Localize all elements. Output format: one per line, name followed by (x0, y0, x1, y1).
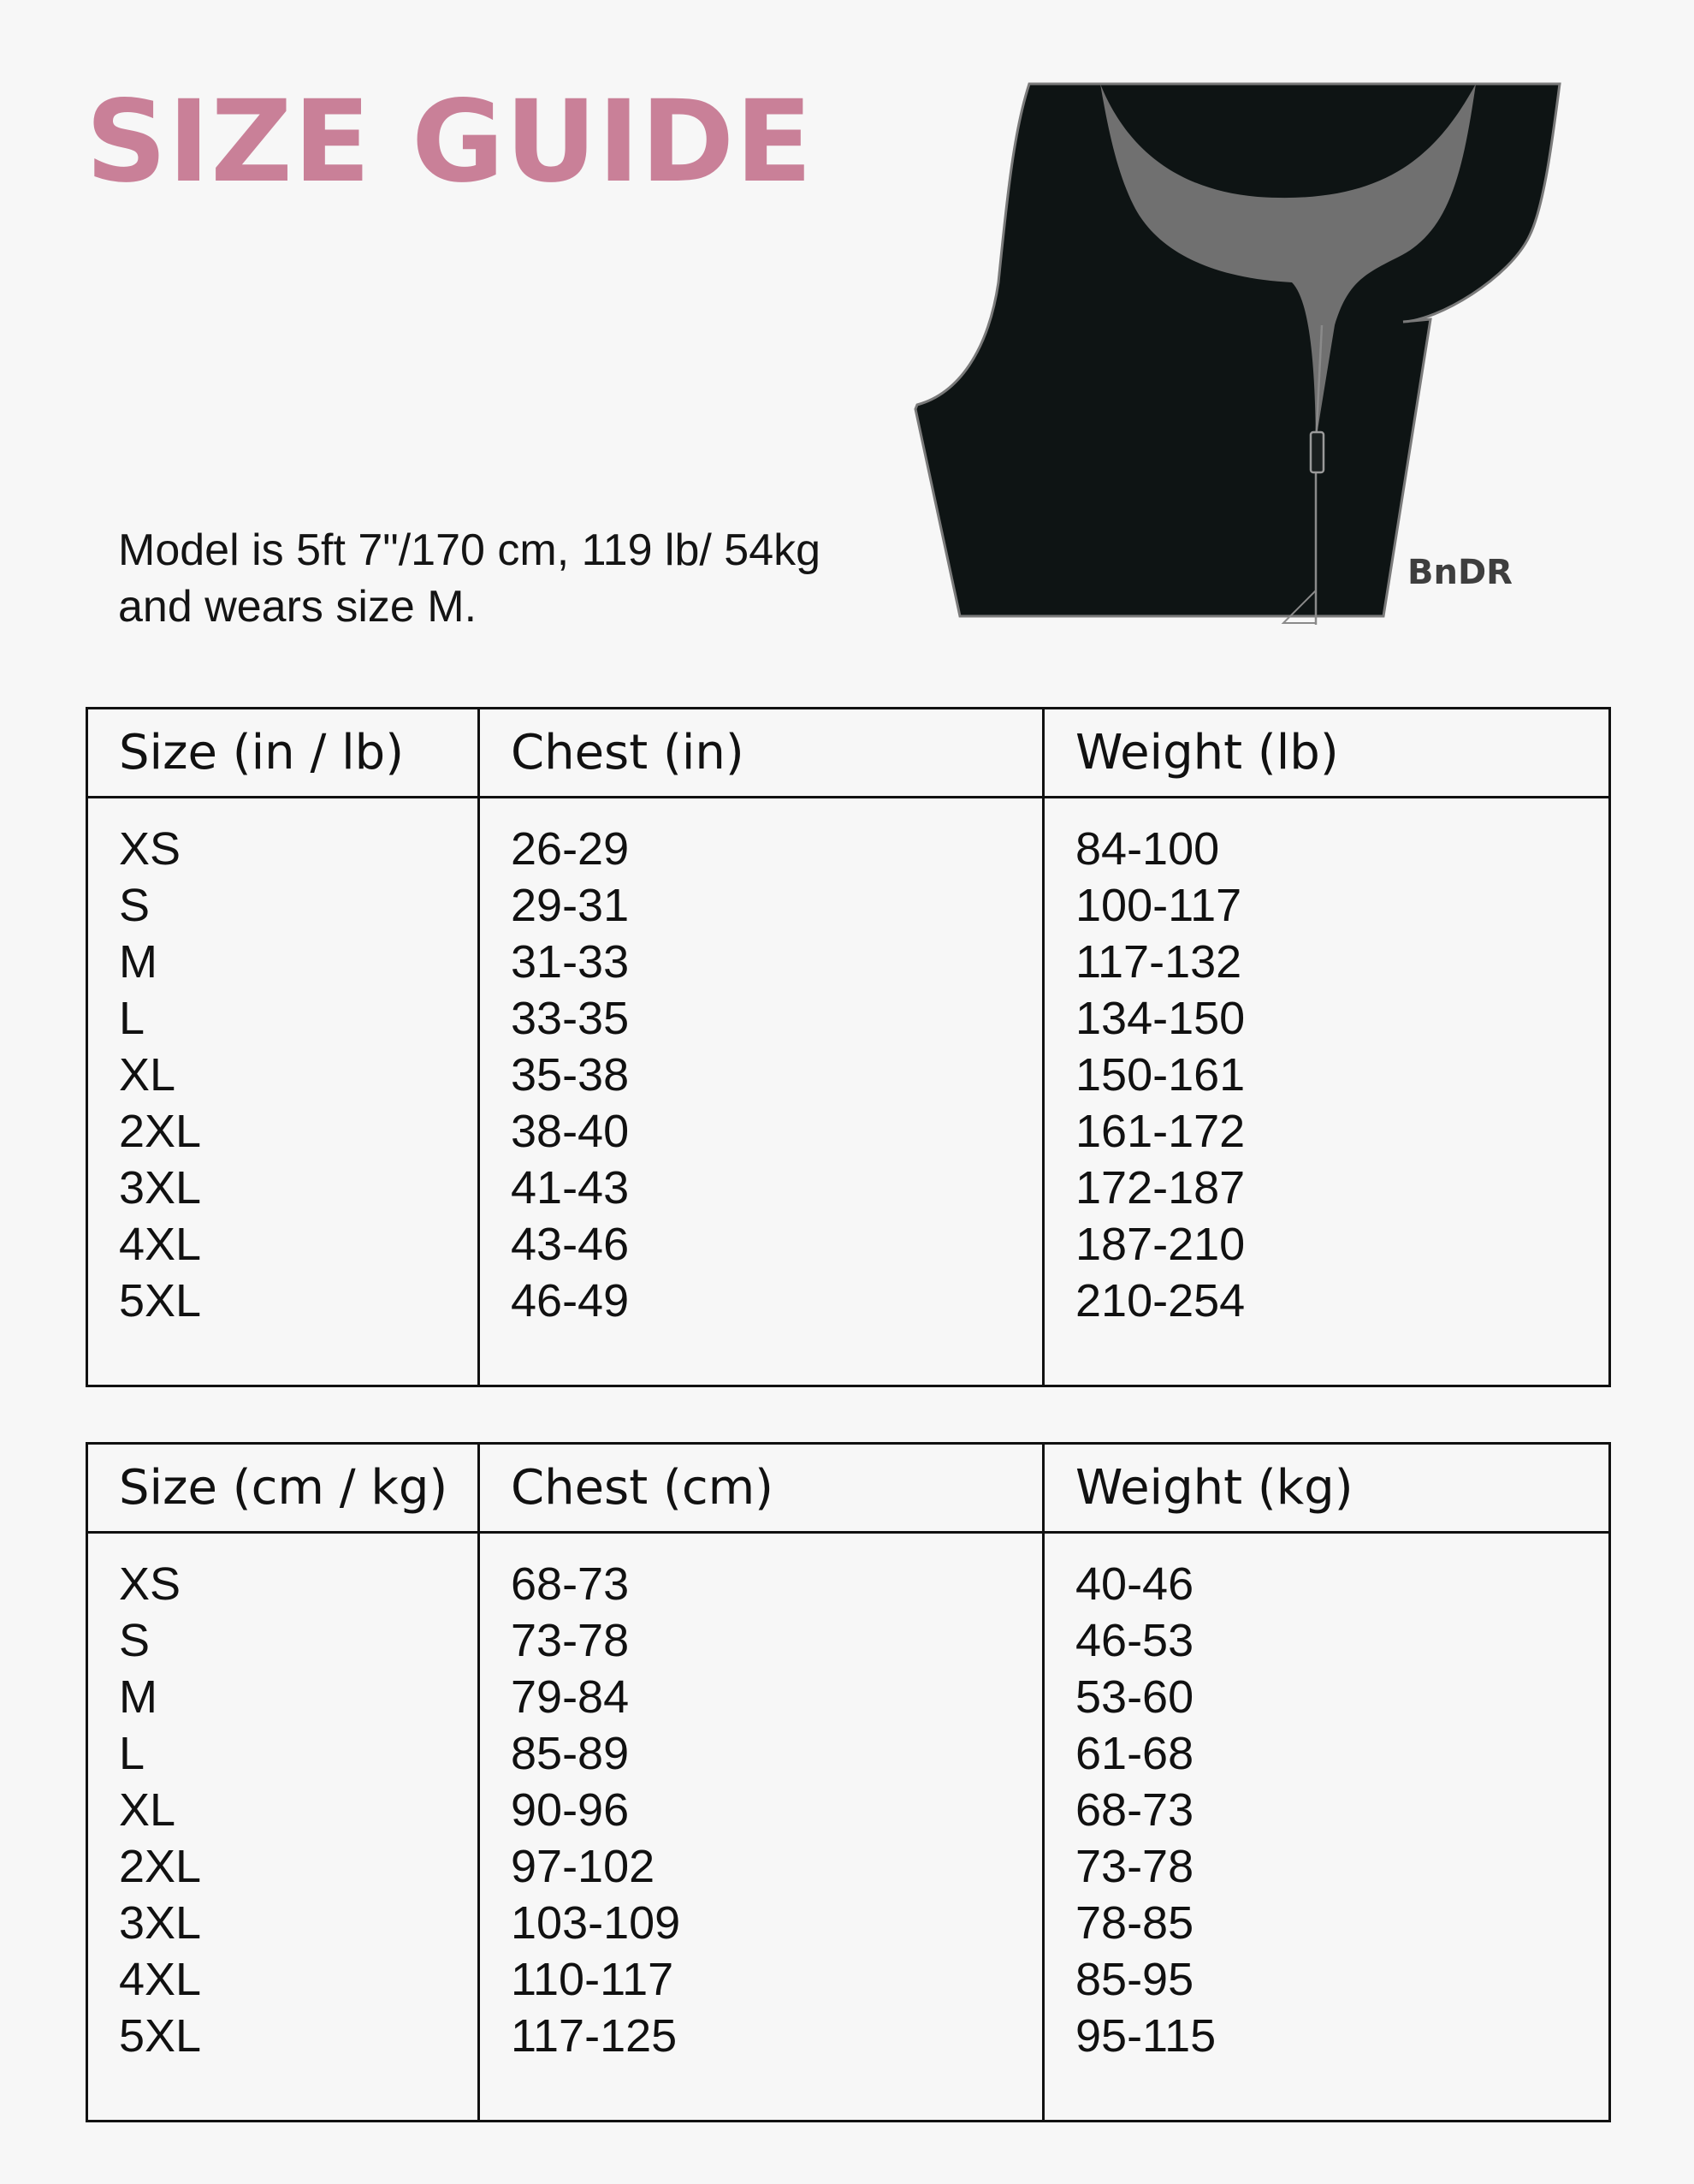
metric-header-row (87, 1444, 1610, 1533)
page-title: SIZE GUIDE (86, 76, 814, 208)
weight-value: 53-60 (1075, 1671, 1194, 1723)
chest-value: 97-102 (511, 1841, 655, 1892)
chest-value: 110-117 (511, 1954, 674, 2005)
chest-value: 41-43 (511, 1162, 630, 1214)
weight-value: 100-117 (1075, 880, 1242, 931)
size-value: XL (119, 1784, 176, 1836)
metric-values-row (87, 1533, 1610, 2122)
size-value: M (119, 1671, 157, 1723)
chest-value: 79-84 (511, 1671, 630, 1723)
metric-header-weight: Weight (kg) (1044, 1444, 1610, 1533)
weight-value: 61-68 (1075, 1728, 1194, 1779)
chest-value: 38-40 (511, 1106, 630, 1157)
brand-logo: BnDR (1407, 553, 1513, 592)
chest-value: 29-31 (511, 880, 630, 931)
imperial-chest-column (479, 798, 1044, 1386)
weight-value: 73-78 (1075, 1841, 1194, 1892)
imperial-size-table (86, 707, 1611, 1387)
imperial-header-row (87, 709, 1610, 798)
size-value: S (119, 1615, 151, 1666)
size-value: 4XL (119, 1219, 202, 1270)
chest-value: 90-96 (511, 1784, 630, 1836)
size-value: XS (119, 823, 181, 875)
size-value: 3XL (119, 1162, 202, 1214)
size-value: 3XL (119, 1897, 202, 1949)
size-value: 4XL (119, 1954, 202, 2005)
model-note-line-2: and wears size M. (118, 582, 477, 632)
chest-value: 26-29 (511, 823, 630, 875)
chest-value: 68-73 (511, 1558, 630, 1610)
weight-value: 172-187 (1075, 1162, 1246, 1214)
weight-value: 134-150 (1075, 993, 1246, 1044)
size-value: S (119, 880, 151, 931)
imperial-header-size: Size (in / lb) (87, 709, 479, 798)
size-value: L (119, 1728, 145, 1779)
imperial-values-row (87, 798, 1610, 1386)
size-value: L (119, 993, 145, 1044)
chest-value: 35-38 (511, 1049, 630, 1101)
imperial-weight-column (1044, 798, 1610, 1386)
weight-value: 117-132 (1075, 936, 1242, 988)
metric-size-table (86, 1442, 1611, 2122)
weight-value: 95-115 (1075, 2010, 1217, 2062)
zipper-pull (1311, 432, 1324, 472)
chest-value: 117-125 (511, 2010, 678, 2062)
model-note-line-1: Model is 5ft 7"/170 cm, 119 lb/ 54kg (118, 525, 821, 575)
weight-value: 187-210 (1075, 1219, 1246, 1270)
sports-bra-illustration (907, 77, 1617, 633)
size-value: 5XL (119, 2010, 202, 2062)
size-value: 5XL (119, 1275, 202, 1326)
weight-value: 78-85 (1075, 1897, 1194, 1949)
weight-value: 46-53 (1075, 1615, 1194, 1666)
imperial-header-chest: Chest (in) (479, 709, 1044, 798)
weight-value: 40-46 (1075, 1558, 1194, 1610)
chest-value: 46-49 (511, 1275, 630, 1326)
chest-value: 103-109 (511, 1897, 681, 1949)
weight-value: 84-100 (1075, 823, 1220, 875)
imperial-header-weight: Weight (lb) (1044, 709, 1610, 798)
size-value: 2XL (119, 1841, 202, 1892)
metric-size-column (87, 1533, 479, 2122)
size-value: 2XL (119, 1106, 202, 1157)
size-value: M (119, 936, 157, 988)
weight-value: 85-95 (1075, 1954, 1194, 2005)
chest-value: 43-46 (511, 1219, 630, 1270)
bra-body (915, 84, 1560, 616)
metric-header-chest: Chest (cm) (479, 1444, 1044, 1533)
weight-value: 210-254 (1075, 1275, 1246, 1326)
imperial-size-column (87, 798, 479, 1386)
metric-chest-column (479, 1533, 1044, 2122)
metric-header-size: Size (cm / kg) (87, 1444, 479, 1533)
weight-value: 161-172 (1075, 1106, 1246, 1157)
chest-value: 31-33 (511, 936, 630, 988)
chest-value: 33-35 (511, 993, 630, 1044)
chest-value: 73-78 (511, 1615, 630, 1666)
weight-value: 68-73 (1075, 1784, 1194, 1836)
size-value: XL (119, 1049, 176, 1101)
model-note (118, 522, 922, 635)
size-value: XS (119, 1558, 181, 1610)
metric-weight-column (1044, 1533, 1610, 2122)
weight-value: 150-161 (1075, 1049, 1246, 1101)
chest-value: 85-89 (511, 1728, 630, 1779)
